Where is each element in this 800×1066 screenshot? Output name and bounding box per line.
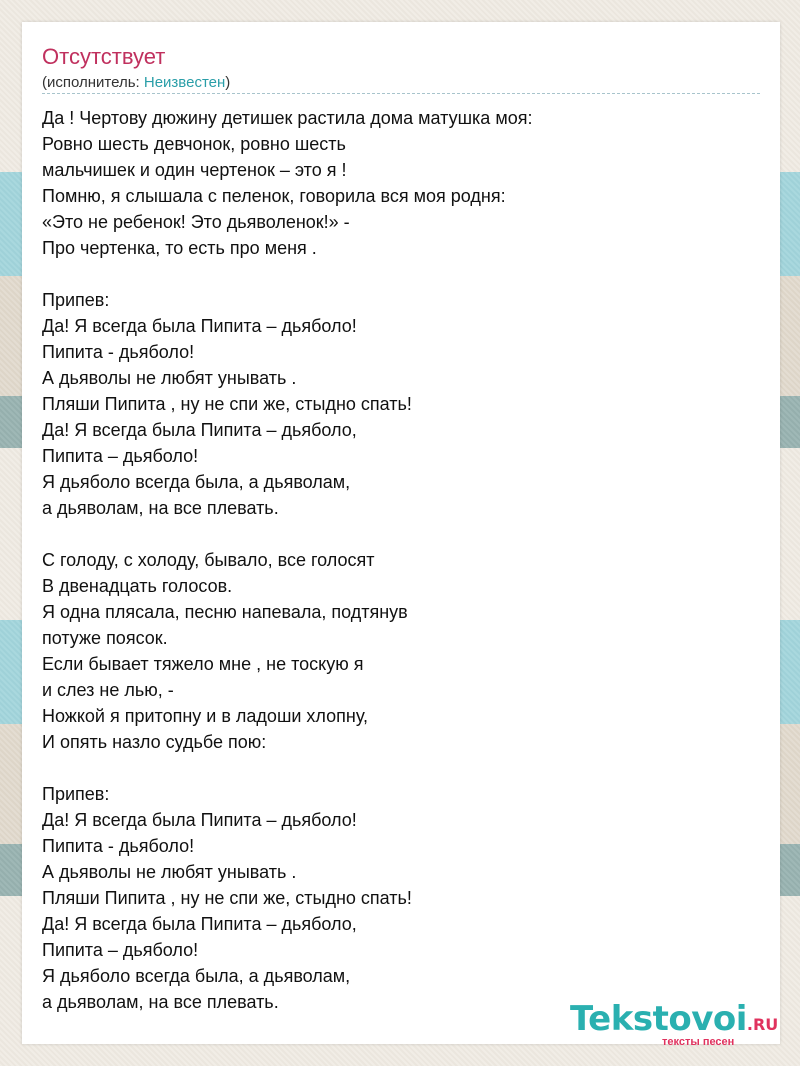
lyric-line: Пипита - дьяболо! [42,836,195,856]
lyric-line: И опять назло судьбе пою: [42,732,267,752]
lyric-line: Припев: [42,290,110,310]
lyric-line: Да ! Чертову дюжину детишек растила дома матушка моя: [42,108,533,128]
lyric-line: потуже поясок. [42,628,168,648]
lyric-line: Пляши Пипита , ну не спи же, стыдно спать! [42,394,412,414]
stanza-break [42,521,762,547]
lyric-line: С голоду, с холоду, бывало, все голосят [42,550,375,570]
lyric-line: Пипита - дьяболо! [42,342,195,362]
lyric-line: А дьяволы не любят унывать . [42,368,297,388]
lyric-line: Да! Я всегда была Пипита – дьяболо! [42,316,357,336]
lyric-line: мальчишек и один чертенок – это я ! [42,160,347,180]
artist-line [42,74,230,91]
lyric-line: А дьяволы не любят унывать . [42,862,297,882]
lyric-line: Я дьяболо всегда была, а дьяволам, [42,472,351,492]
lyric-line: Да! Я всегда была Пипита – дьяболо! [42,810,357,830]
lyric-line: Пляши Пипита , ну не спи же, стыдно спать! [42,888,412,908]
logo-tagline: тексты песен [662,1036,735,1048]
lyric-line: Пипита – дьяболо! [42,940,199,960]
lyric-line: Я одна плясала, песню напевала, подтянув [42,602,408,622]
lyric-line: Припев: [42,784,110,804]
lyrics-text [42,105,762,1015]
song-title: Отсутствует [42,44,166,69]
lyric-line: а дьяволам, на все плевать. [42,498,279,518]
lyric-line: Пипита – дьяболо! [42,446,199,466]
lyric-line: Ножкой я притопну и в ладоши хлопну, [42,706,369,726]
lyric-line: Да! Я всегда была Пипита – дьяболо, [42,420,357,440]
logo-main-text: Tekstovoi [570,999,747,1039]
lyric-line: а дьяволам, на все плевать. [42,992,279,1012]
lyric-line: Помню, я слышала с пеленок, говорила вся моя родня: [42,186,506,206]
lyric-line: В двенадцать голосов. [42,576,233,596]
lyric-line: Да! Я всегда была Пипита – дьяболо, [42,914,357,934]
divider [42,93,760,94]
lyric-line: Ровно шесть девчонок, ровно шесть [42,134,346,154]
artist-prefix: (исполнитель: [42,74,144,91]
artist-suffix: ) [225,74,231,91]
site-logo[interactable] [570,999,779,1049]
lyric-line: Про чертенка, то есть про меня . [42,238,317,258]
logo-domain: .RU [746,1015,779,1034]
lyric-line: и слез не лью, - [42,680,174,700]
lyric-line: Я дьяболо всегда была, а дьяволам, [42,966,351,986]
lyric-line: «Это не ребенок! Это дьяволенок!» - [42,212,350,232]
lyric-line: Если бывает тяжело мне , не тоскую я [42,654,364,674]
artist-link[interactable]: Неизвестен [143,74,226,91]
lyrics-card [22,22,780,1048]
logo-wordmark [570,999,778,1039]
stanza-break [42,261,762,287]
stanza-break [42,755,762,781]
